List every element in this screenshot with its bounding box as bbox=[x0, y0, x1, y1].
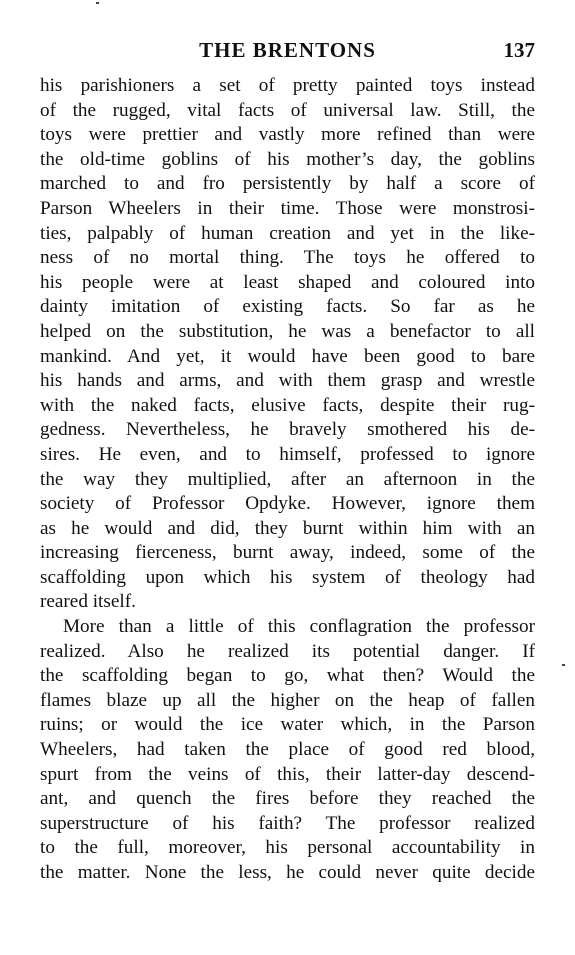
text-line: reared itself. bbox=[40, 591, 136, 613]
text-line: society of Professor Opdyke. However, ignore them bbox=[40, 493, 535, 515]
text-line: marched to and fro persistently by half a score of bbox=[40, 173, 535, 195]
text-line: the old-time goblins of his mother’s day, the goblins bbox=[40, 148, 535, 170]
text-line: of the rugged, vital facts of universal law. Still, the bbox=[40, 99, 535, 121]
text-line: scaffolding upon which his system of theology had bbox=[40, 566, 535, 588]
text-line: ness of no mortal thing. The toys he offered to bbox=[40, 247, 535, 269]
text-line: flames blaze up all the higher on the heap of fallen bbox=[40, 689, 535, 711]
body-text bbox=[40, 74, 535, 886]
text-line: More than a little of this conflagration the professor bbox=[63, 616, 535, 638]
text-line: superstructure of his faith? The professor realized bbox=[40, 812, 535, 834]
text-line: mankind. And yet, it would have been good to bare bbox=[40, 345, 535, 367]
text-line: toys were prettier and vastly more refined than were bbox=[40, 124, 535, 146]
text-line: ruins; or would the ice water which, in the Parson bbox=[40, 714, 535, 736]
text-line: the scaffolding began to go, what then? Would the bbox=[40, 665, 535, 687]
text-line: as he would and did, they burnt within him with an bbox=[40, 517, 535, 539]
text-line: realized. Also he realized its potential danger. If bbox=[40, 640, 535, 662]
text-line: his hands and arms, and with them grasp and wrestle bbox=[40, 370, 535, 392]
text-line: helped on the substitution, he was a benefactor to all bbox=[40, 320, 535, 342]
text-line: sires. He even, and to himself, professed to ignore bbox=[40, 443, 535, 465]
running-title: THE BRENTONS bbox=[199, 38, 376, 62]
text-line: spurt from the veins of this, their latter-day descend- bbox=[40, 763, 535, 785]
text-line: dainty imitation of existing facts. So far as he bbox=[40, 296, 535, 318]
text-line: his people were at least shaped and coloured into bbox=[40, 271, 535, 293]
text-line: Wheelers, had taken the place of good red blood, bbox=[40, 739, 535, 761]
paragraph-1 bbox=[40, 74, 535, 615]
text-line: to the full, moreover, his personal accountability in bbox=[40, 837, 535, 859]
text-line: the way they multiplied, after an afternoon in the bbox=[40, 468, 535, 490]
text-line: his parishioners a set of pretty painted toys instead bbox=[40, 75, 535, 96]
text-line: Parson Wheelers in their time. Those were monstrosi- bbox=[40, 197, 535, 219]
text-line: ant, and quench the fires before they reached the bbox=[40, 788, 535, 810]
text-line: with the naked facts, elusive facts, despite their rug- bbox=[40, 394, 535, 416]
text-line: the matter. None the less, he could never quite decide bbox=[40, 862, 535, 883]
print-mark-top bbox=[96, 2, 99, 4]
running-header bbox=[40, 38, 535, 64]
page-number: 137 bbox=[503, 38, 535, 62]
text-line: increasing fierceness, burnt away, indeed, some of the bbox=[40, 542, 535, 564]
text-line: ties, palpably of human creation and yet in the like- bbox=[40, 222, 535, 244]
text-line: gedness. Nevertheless, he bravely smothered his de- bbox=[40, 419, 535, 441]
print-mark-right bbox=[562, 664, 565, 666]
paragraph-2 bbox=[40, 615, 535, 886]
